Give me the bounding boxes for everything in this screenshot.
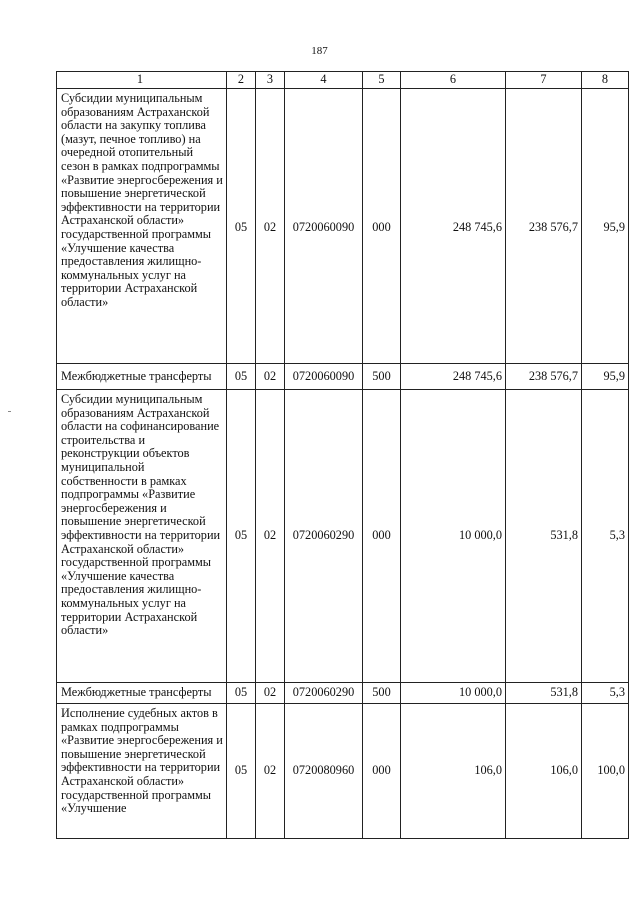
executed-amount: 531,8: [506, 390, 582, 683]
expense-type-code: 000: [363, 390, 401, 683]
header-cell: 5: [363, 72, 401, 89]
executed-amount: 106,0: [506, 704, 582, 839]
table-row: [57, 704, 629, 839]
row-description: Межбюджетные трансферты: [57, 364, 227, 390]
page-number: 187: [311, 45, 328, 57]
target-article-code: 0720060290: [285, 390, 363, 683]
header-cell: 2: [227, 72, 256, 89]
budget-table: [56, 71, 629, 839]
table-row: [57, 390, 629, 683]
planned-amount: 106,0: [401, 704, 506, 839]
expense-type-code: 500: [363, 683, 401, 704]
subsection-code: 02: [256, 89, 285, 364]
header-row: [57, 72, 629, 89]
execution-percent: 100,0: [582, 704, 629, 839]
header-cell: 3: [256, 72, 285, 89]
execution-percent: 95,9: [582, 89, 629, 364]
row-description: Субсидии муниципальным образованиям Астраханской области на софинансирование строительства и реконструкции объектов муниципальной собственности в рамках подпрограммы «Развитие энергосбережения и повышение энергетической эффективности на территории Астраханской области» государственной программы «Улучшение качества предоставления жилищно-коммунальных услуг на территории Астраханской области»: [57, 390, 227, 683]
section-code: 05: [227, 683, 256, 704]
row-description: Субсидии муниципальным образованиям Астраханской области на закупку топлива (мазут, печное топливо) на очередной отопительный сезон в рамках подпрограммы «Развитие энергосбережения и повышение энергетической эффективности на территории Астраханской области» государственной программы «Улучшение качества предоставления жилищно-коммунальных услуг на территории Астраханской области»: [57, 89, 227, 364]
section-code: 05: [227, 89, 256, 364]
executed-amount: 238 576,7: [506, 364, 582, 390]
header-cell: 7: [506, 72, 582, 89]
planned-amount: 10 000,0: [401, 683, 506, 704]
target-article-code: 0720060290: [285, 683, 363, 704]
section-code: 05: [227, 390, 256, 683]
section-code: 05: [227, 704, 256, 839]
target-article-code: 0720060090: [285, 89, 363, 364]
expense-type-code: 500: [363, 364, 401, 390]
expense-type-code: 000: [363, 704, 401, 839]
planned-amount: 248 745,6: [401, 89, 506, 364]
execution-percent: 5,3: [582, 390, 629, 683]
table-row: [57, 683, 629, 704]
table-row: [57, 364, 629, 390]
header-cell: 1: [57, 72, 227, 89]
planned-amount: 248 745,6: [401, 364, 506, 390]
scan-mark: [8, 411, 11, 412]
subsection-code: 02: [256, 364, 285, 390]
header-cell: 6: [401, 72, 506, 89]
row-description: Исполнение судебных актов в рамках подпрограммы «Развитие энергосбережения и повышение энергетической эффективности на территории Астраханской области» государственной программы «Улучшение: [57, 704, 227, 839]
expense-type-code: 000: [363, 89, 401, 364]
executed-amount: 531,8: [506, 683, 582, 704]
subsection-code: 02: [256, 390, 285, 683]
planned-amount: 10 000,0: [401, 390, 506, 683]
target-article-code: 0720080960: [285, 704, 363, 839]
row-description: Межбюджетные трансферты: [57, 683, 227, 704]
subsection-code: 02: [256, 683, 285, 704]
section-code: 05: [227, 364, 256, 390]
target-article-code: 0720060090: [285, 364, 363, 390]
execution-percent: 95,9: [582, 364, 629, 390]
executed-amount: 238 576,7: [506, 89, 582, 364]
header-cell: 4: [285, 72, 363, 89]
execution-percent: 5,3: [582, 683, 629, 704]
table-row: [57, 89, 629, 364]
header-cell: 8: [582, 72, 629, 89]
subsection-code: 02: [256, 704, 285, 839]
